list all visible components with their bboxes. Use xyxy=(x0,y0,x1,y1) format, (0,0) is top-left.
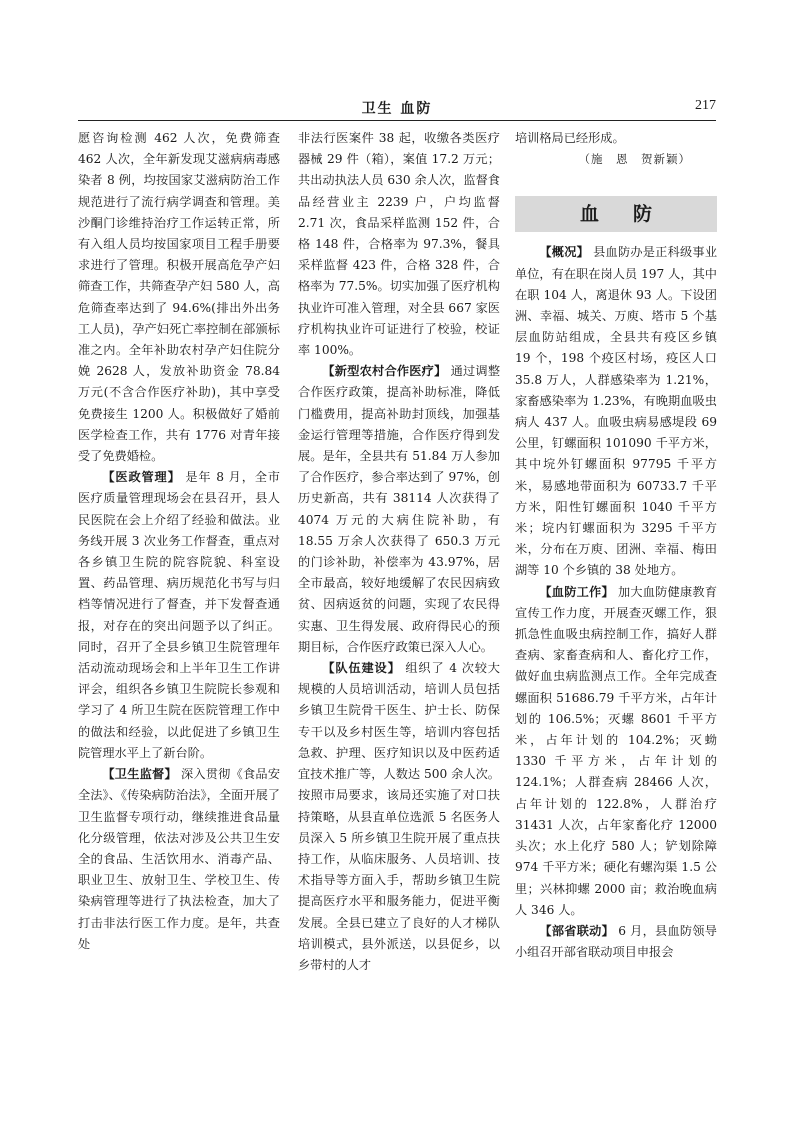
paragraph-health-supervision xyxy=(78,764,280,955)
author-credit: （施 恩 贺新颖） xyxy=(578,152,691,167)
paragraph-team-building xyxy=(298,658,500,976)
column-2 xyxy=(298,128,500,976)
section-heading: 【概况】 xyxy=(539,245,590,260)
section-body: 县血防办是正科级事业单位，有在职在岗人员 197 人，其中在职 104 人，离退休 93 人。下设团洲、幸福、城关、万庾、塔市 5 个基层血防站组成，全县共有疫区乡镇 19 个，198 个疫区村场，疫区人口 35.8 万人，人群感染率为 1.21%，家畜感染率为 1.23%，有晚期血吸虫病人 437 人。血吸虫病易感堤段 69 公里，钉螺面积 101090 千平方米，其中垸外钉螺面积 97795 千平方米，易感地带面积为 60733.7 千平方米，阳性钉螺面积 1040 千平方米；垸内钉螺面积为 3295 千平方米，分布在万庾、团洲、幸福、梅田湖等 10 个乡镇的 38 处地方。 xyxy=(515,245,718,578)
section-body: 通过调整合作医疗政策，提高补助标准，降低门槛费用，提高补助封顶线，加强基金运行管理等措施，合作医疗得到发展。是年，全县共有 51.84 万人参加了合作医疗，参合率达到了 97%，创历史新高，共有 38114 人次获得了 4074 万元的大病住院补助，有 18.55 万余人次获得了 650.3 万元的门诊补助，补偿率为 43.97%，居全市最高，较好地缓解了农民因病致贫、因病返贫的问题，实现了农民得实惠、卫生得发展、政府得民心的预期目标，合作医疗政策已深入人心。 xyxy=(298,364,501,654)
page-number: 217 xyxy=(695,98,716,113)
section-heading: 【队伍建设】 xyxy=(322,661,401,676)
section-body: 是年 8 月，全市医疗质量管理现场会在县召开，县人民医院在会上介绍了经验和做法。业务线开展 3 次业务工作督查，重点对各乡镇卫生院的院容院貌、科室设置、药品管理、病历规范化书写与归档等情况进行了督查，并下发督查通报，对存在的突出问题予以了纠正。同时，召开了全县乡镇卫生院管理年活动流动现场会和上半年卫生工作讲评会，组织各乡镇卫生院院长参观和学习了 4 所卫生院在医院管理工作中的做法和经验，以此促进了乡镇卫生院管理水平上了新台阶。 xyxy=(78,470,280,760)
paragraph-ministry-province-linkage xyxy=(515,921,717,963)
section-heading: 【医政管理】 xyxy=(102,470,181,485)
column-1 xyxy=(78,128,280,955)
section-heading: 【卫生监督】 xyxy=(102,767,177,782)
paragraph-continued: 愿咨询检测 462 人次，免费筛查 462 人次，全年新发现艾滋病病毒感染者 8 例，均按国家艾滋病防治工作规范进行了流行病学调查和管理。美沙酮门诊维持治疗工作运转正常，所有入组人员均按国家项目工程手册要求进行了管理。积极开展高危孕产妇筛查工作，共筛查孕产妇 580 人，高危筛查率达到了 94.6%(排出外出务工人员)，孕产妇死亡率控制在部颁标准之内。全年补助农村孕产妇住院分娩 2628 人，发放补助资金 78.84 万元(不含合作医疗补助)，其中享受免费接生 1200 人。积极做好了婚前医学检查工作，共有 1776 对青年接受了免费婚检。 xyxy=(78,131,280,464)
section-body: 加大血防健康教育宣传工作力度，开展查灭螺工作，狠抓急性血吸虫病控制工作，搞好人群查病、家畜查病和人、畜化疗工作，做好血虫病监测点工作。全年完成查螺面积 51686.79 千平方米，占年计划的 106.5%；灭螺 8601 千平方米，占年计划的 104.2%；灭蚴 1330 千平方米，占年计划的 124.1%；人群查病 28466 人次，占年计划的 122.8%，人群治疗 31431 人次，占年家畜化疗 12000 头次；水上化疗 580 人；铲划除障 974 千平方米；硬化有螺沟渠 1.5 公里；兴林抑螺 2000 亩；救治晚血病人 346 人。 xyxy=(515,584,718,917)
section-body: 6 月，县血防领导小组召开部省联动项目申报会 xyxy=(515,923,717,960)
section-heading: 【血防工作】 xyxy=(539,584,614,599)
paragraph-continued: 培训格局已经形成。 xyxy=(515,131,625,145)
section-body: 深入贯彻《食品安全法》、《传染病防治法》，全面开展了卫生监督专项行动，继续推进食品量化分级管理，依法对涉及公共卫生安全的食品、生活饮用水、消毒产品、职业卫生、放射卫生、学校卫生、传染病管理等进行了执法检查，加大了打击非法行医工作力度。是年，共查处 xyxy=(78,767,281,951)
paragraph-rural-cooperative-medical xyxy=(298,361,500,658)
running-title: 卫生 血防 xyxy=(361,101,433,117)
column-3 xyxy=(515,128,717,963)
section-heading: 【新型农村合作医疗】 xyxy=(322,364,447,379)
page-header xyxy=(78,96,716,121)
section-title: 血防 xyxy=(579,202,686,225)
section-heading: 【部省联动】 xyxy=(539,923,615,938)
paragraph-schistosomiasis-work xyxy=(515,582,717,921)
section-body: 组织了 4 次较大规模的人员培训活动，培训人员包括乡镇卫生院骨干医生、护士长、防保专干以及乡村医生等，培训内容包括急救、护理、医疗知识以及中医药适宜技术推广等，人数达 500 余人次。按照市局要求，该局还实施了对口扶持策略，从县直单位选派 5 名医务人员深入 5 所乡镇卫生院开展了重点扶持工作，从临床服务、人员培训、技术指导等方面入手，帮助乡镇卫生院提高医疗水平和服务能力，促进平衡发展。全县已建立了良好的人才梯队培训模式，县外派送，以县促乡，以乡带村的人才 xyxy=(298,661,500,972)
paragraph-overview xyxy=(515,242,717,581)
section-title-box xyxy=(515,196,717,232)
paragraph-continued: 非法行医案件 38 起，收缴各类医疗器械 29 件（箱），案值 17.2 万元；共出动执法人员 630 余人次，监督食品经营业主 2239 户，户均监督 2.71 次，食品采样监测 152 件，合格 148 件，合格率为 97.3%，餐具采样监督 423 件，合格 328 件，合格率为 77.5%。切实加强了医疗机构执业许可准入管理，对全县 667 家医疗机构执业许可证进行了校验，校证率 100%。 xyxy=(298,131,500,358)
paragraph-medical-administration xyxy=(78,467,280,764)
